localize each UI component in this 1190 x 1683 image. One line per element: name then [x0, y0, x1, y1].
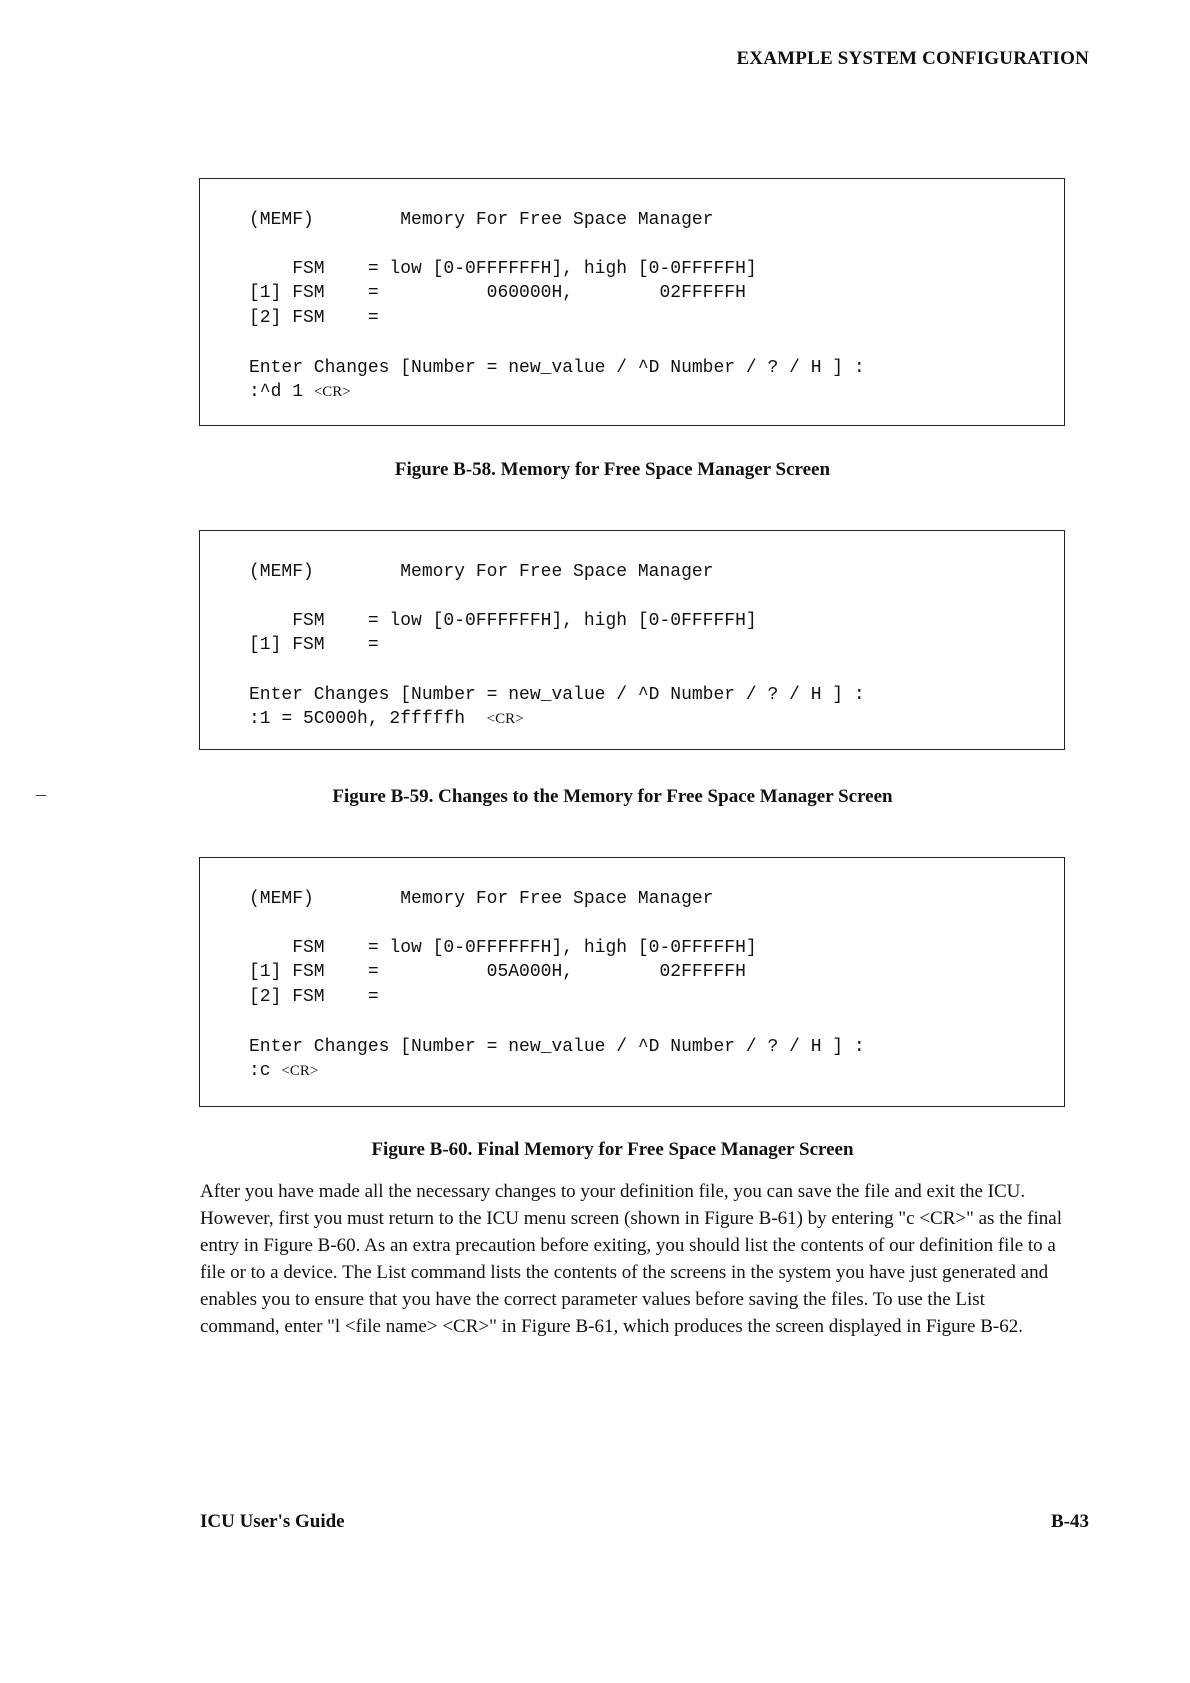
body-paragraph — [200, 1178, 1064, 1340]
figure-b60-caption: Figure B-60. Final Memory for Free Space Manager Screen — [371, 1139, 854, 1160]
screen-line: [1] FSM = 060000H, 02FFFFFH — [249, 283, 746, 303]
figure-b59-caption: Figure B-59. Changes to the Memory for Free Space Manager Screen — [332, 786, 893, 807]
figure-b59-screen — [199, 530, 1065, 750]
screen-line: FSM = low [0-0FFFFFFH], high [0-0FFFFFH] — [249, 259, 757, 279]
footer-guide-title: ICU User's Guide — [200, 1511, 345, 1532]
cr-key: <CR> — [313, 384, 351, 400]
running-header: EXAMPLE SYSTEM CONFIGURATION — [736, 48, 1089, 69]
figure-b58-caption: Figure B-58. Memory for Free Space Manager Screen — [394, 459, 831, 480]
screen-input: :1 = 5C000h, 2fffffh — [249, 709, 487, 729]
screen-line: (MEMF) Memory For Free Space Manager — [249, 889, 714, 909]
screen-line: [1] FSM = 05A000H, 02FFFFFH — [249, 962, 746, 982]
screen-line: Enter Changes [Number = new_value / ^D Number / ? / H ] : — [249, 685, 865, 705]
screen-line: (MEMF) Memory For Free Space Manager — [249, 562, 714, 582]
screen-line: Enter Changes [Number = new_value / ^D Number / ? / H ] : — [249, 1037, 865, 1057]
screen-line: Enter Changes [Number = new_value / ^D Number / ? / H ] : — [249, 358, 865, 378]
footer-page-number: B-43 — [1051, 1511, 1089, 1532]
screen-line: (MEMF) Memory For Free Space Manager — [249, 210, 714, 230]
figure-b60-screen — [199, 857, 1065, 1107]
screen-line: FSM = low [0-0FFFFFFH], high [0-0FFFFFH] — [249, 611, 757, 631]
body-paragraph-text: After you have made all the necessary changes to your definition file, you can save the file and exit the ICU. However, first you must return to the ICU menu screen (shown in Figure B-61) by entering "c <CR>" as the final entry in Figure B-60. As an extra precaution before exiting, you should list the contents of our definition file to a file or to a device. The List command lists the contents of the screens in the system you have just generated and enables you to ensure that you have the correct parameter values before saving the files. To use the List command, enter "l <file name> <CR>" in Figure B-61, which produces the screen displayed in Figure B-62. — [200, 1181, 1062, 1337]
cr-key: <CR> — [281, 1063, 319, 1079]
figure-b58-screen — [199, 178, 1065, 426]
screen-input: :^d 1 — [249, 382, 314, 402]
screen-line: [1] FSM = — [249, 635, 379, 655]
screen-input-line — [249, 1060, 318, 1082]
screen-line: FSM = low [0-0FFFFFFH], high [0-0FFFFFH] — [249, 938, 757, 958]
cr-key: <CR> — [486, 711, 524, 727]
screen-input-line — [249, 708, 524, 730]
screen-line: [2] FSM = — [249, 987, 379, 1007]
screen-line: [2] FSM = — [249, 308, 379, 328]
screen-input-line — [249, 381, 351, 403]
screen-input: :c — [249, 1061, 282, 1081]
